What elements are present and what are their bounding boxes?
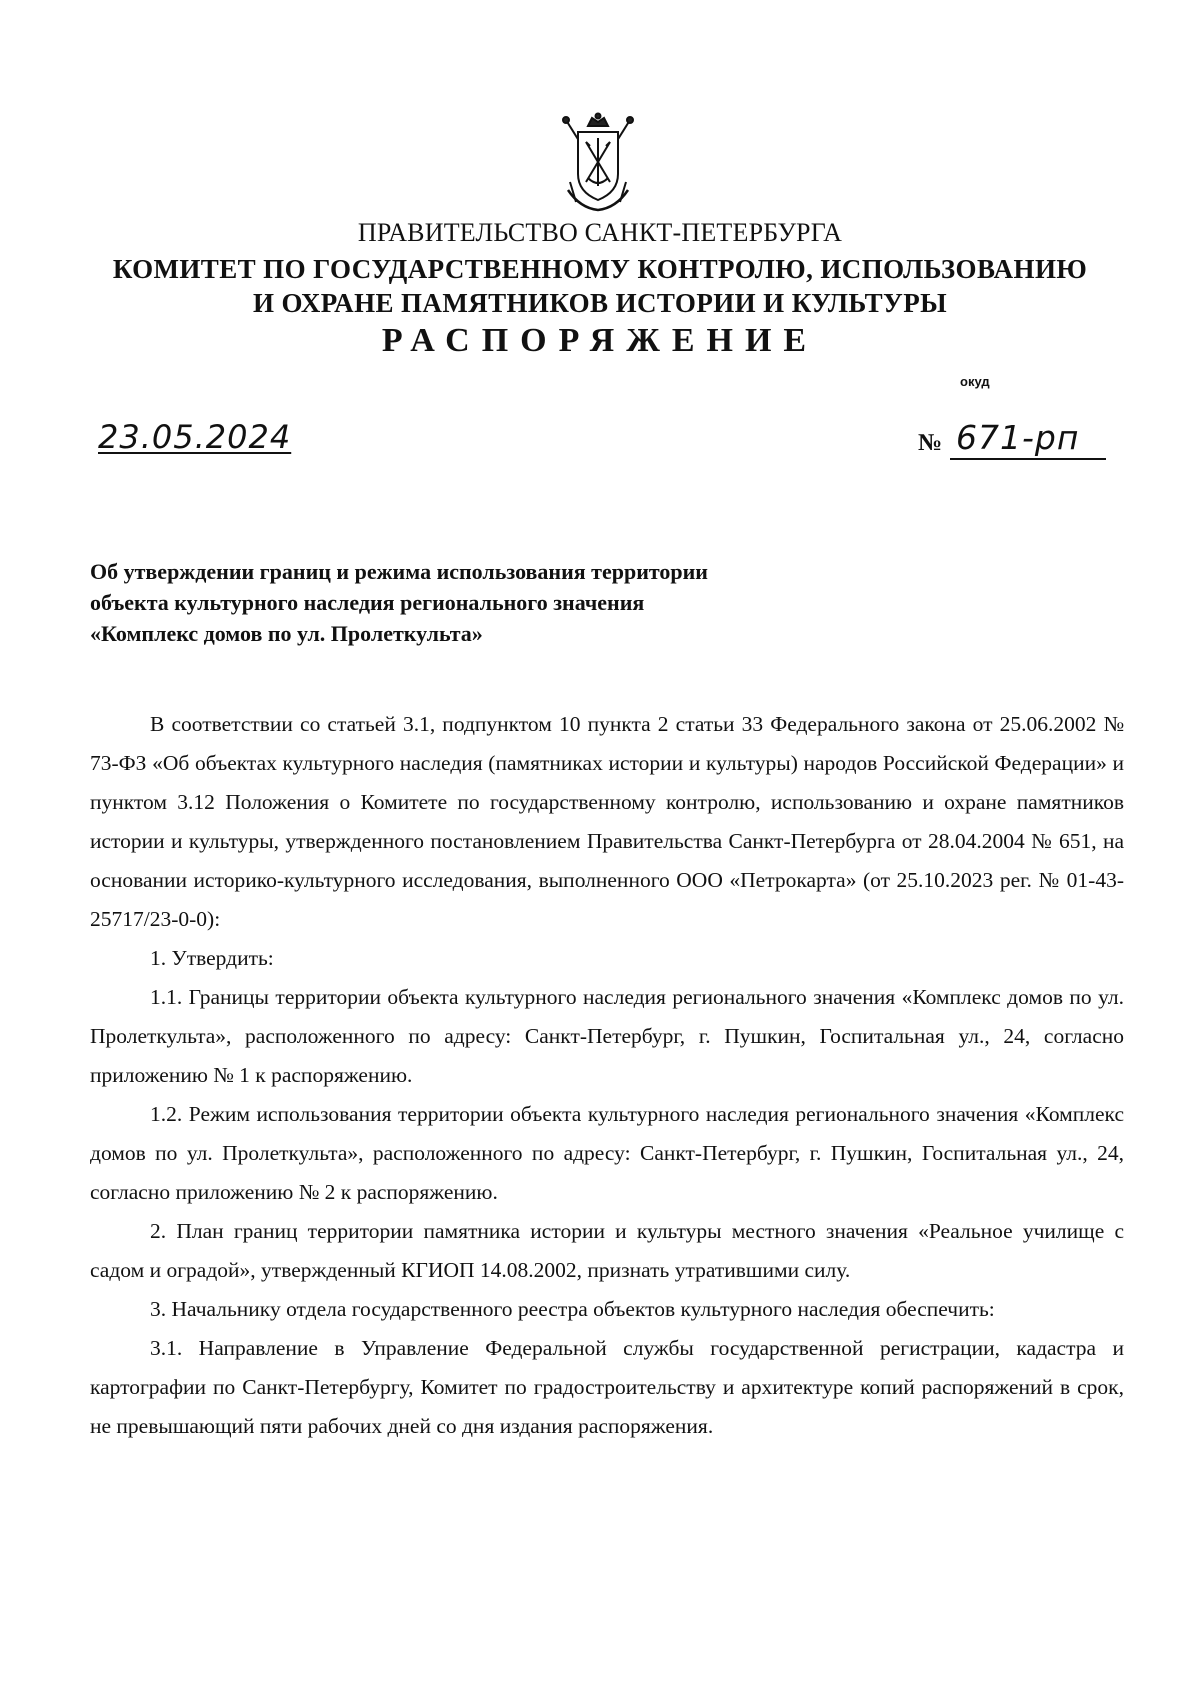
- body-paragraph-2: 2. План границ территории памятника истории и культуры местного значения «Реальное училище с садом и оградой», утвержденный КГИОП 14.08.2002, признать утратившими силу.: [90, 1219, 1124, 1282]
- committee-name-line-1: КОМИТЕТ ПО ГОСУДАРСТВЕННОМУ КОНТРОЛЮ, ИСПОЛЬЗОВАНИЮ: [112, 254, 1088, 284]
- body-paragraph-1: 1. Утвердить:: [150, 946, 274, 970]
- government-name: ПРАВИТЕЛЬСТВО САНКТ-ПЕТЕРБУРГА: [357, 218, 843, 247]
- document-body: [90, 705, 1124, 1446]
- subject-line: объекта культурного наследия регионального значения: [90, 590, 645, 615]
- subject-line: «Комплекс домов по ул. Пролеткульта»: [90, 621, 483, 646]
- body-paragraph-3-1: 3.1. Направление в Управление Федеральной службы государственной регистрации, кадастра и картографии по Санкт-Петербургу, Комитет по градостроительству и архитектуре копий распоряжений в срок, не превышающий пяти рабочих дней со дня издания распоряжения.: [90, 1336, 1124, 1438]
- okud-label: окуд: [960, 374, 990, 389]
- document-number: 671-рп: [950, 418, 1106, 460]
- document-date: 23.05.2024: [98, 418, 292, 456]
- number-label: №: [918, 430, 943, 456]
- body-paragraph-3: 3. Начальнику отдела государственного реестра объектов культурного наследия обеспечить:: [150, 1297, 995, 1321]
- document-subject: [90, 556, 708, 649]
- committee-name-line-2: И ОХРАНЕ ПАМЯТНИКОВ ИСТОРИИ И КУЛЬТУРЫ: [252, 288, 947, 318]
- body-paragraph-1-2: 1.2. Режим использования территории объекта культурного наследия регионального значения «Комплекс домов по ул. Пролеткульта», расположенного по адресу: Санкт-Петербург, г. Пушкин, Госпитальная ул., 24, согласно приложению № 2 к распоряжению.: [90, 1102, 1124, 1204]
- document-type-title: РАСПОРЯЖЕНИЕ: [381, 322, 819, 359]
- body-paragraph-1-1: 1.1. Границы территории объекта культурного наследия регионального значения «Комплекс домов по ул. Пролеткульта», расположенного по адресу: Санкт-Петербург, г. Пушкин, Госпитальная ул., 24, согласно приложению № 1 к распоряжению.: [90, 985, 1124, 1087]
- body-paragraph-preamble: В соответствии со статьей 3.1, подпунктом 10 пункта 2 статьи 33 Федерального закона от 25.06.2002 № 73-ФЗ «Об объектах культурного наследия (памятниках истории и культуры) народов Российской Федерации» и пунктом 3.12 Положения о Комитете по государственному контролю, использованию и охране памятников истории и культуры, утвержденного постановлением Правительства Санкт-Петербурга от 28.04.2004 № 651, на основании историко-культурного исследования, выполненного ООО «Петрокарта» (от 25.10.2023 рег. № 01-43-25717/23-0-0):: [90, 712, 1124, 931]
- coat-of-arms-icon: [560, 112, 636, 216]
- subject-line: Об утверждении границ и режима использования территории: [90, 559, 708, 584]
